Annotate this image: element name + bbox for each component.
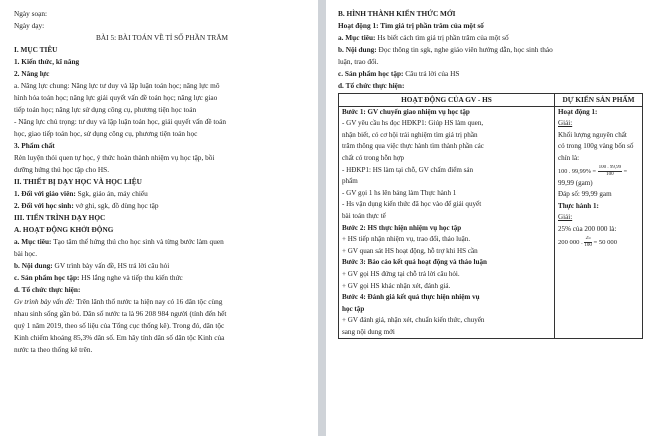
left-line: A. HOẠT ĐỘNG KHỞI ĐỘNG	[14, 225, 114, 234]
aim-line: d. Tổ chức thực hiện:	[338, 81, 405, 90]
left-line: nhau sinh sống gần bó. Dân số nước ta là 96 208 984 người (tính đến hết	[14, 309, 227, 318]
left-line: học, giao tiếp toán học, sử dụng công cụ, phương tiện toán học	[14, 129, 198, 138]
product-line: 25% của 200 000 là:	[558, 224, 617, 233]
left-line: - Năng lực chủ trọng: tư duy và lập luận toán học, giải quyết vấn đề toán	[14, 117, 226, 126]
activity-step-line: học tập	[342, 304, 365, 313]
left-line: II. THIẾT BỊ DẠY HỌC VÀ HỌC LIỆU	[14, 177, 142, 186]
aim-line: luận, trao đổi.	[338, 57, 379, 66]
product-line: Khối lượng nguyên chất	[558, 130, 627, 139]
activity-step-line: Bước 1: GV chuyển giao nhiệm vụ học tập	[342, 107, 470, 116]
activity-step-line: nhận biết, có cơ hội trải nghiệm tìm giá trị phần	[342, 130, 478, 139]
activity-label: Hoạt động 1:	[558, 107, 598, 116]
answer-line: Đáp số: 99,99 gam	[558, 190, 612, 199]
activity-step-line: Bước 3: Báo cáo kết quả hoạt động và thảo luận	[342, 258, 487, 267]
solution-label: Giải:	[558, 119, 573, 128]
teacher-student-cell	[339, 106, 555, 339]
left-line: 2. Đối với học sinh: vở ghi, sgk, đồ dùng học tập	[14, 201, 159, 210]
section-heading: B. HÌNH THÀNH KIẾN THỨC MỚI	[338, 9, 456, 18]
left-line: 1. Kiến thức, kĩ năng	[14, 57, 80, 66]
left-line: I. MỤC TIÊU	[14, 45, 58, 54]
left-line: 3. Phẩm chất	[14, 141, 55, 150]
left-line: d. Tổ chức thực hiện:	[14, 285, 81, 294]
table-header-product: DỰ KIẾN SẢN PHẨM	[555, 94, 643, 107]
left-line: tiếp toán học; năng lực sử dụng công cụ, phương tiện học toán	[14, 105, 197, 114]
left-line: b. Nội dung: GV trình bày vấn đề, HS trả lời câu hỏi	[14, 261, 170, 270]
practice-label: Thực hành 1:	[558, 201, 599, 210]
product-line: có trong 100g vàng bốn số	[558, 142, 634, 151]
left-line: Ngày dạy:	[14, 21, 45, 30]
left-page	[0, 0, 318, 436]
solution-label: Giải:	[558, 213, 573, 222]
left-line: a. Năng lực chung: Năng lực tư duy và lập luận toán học; năng lực mô	[14, 81, 220, 90]
activity-step-line: trăm thông qua việc thực hành tìm thành phần các	[342, 142, 484, 151]
activity-step-line: Bước 2: HS thực hiện nhiệm vụ học tập	[342, 223, 462, 232]
left-line: c. Sản phẩm học tập: HS lắng nghe và tiếp thu kiến thức	[14, 273, 183, 282]
left-line: dưỡng hứng thú học tập cho HS.	[14, 165, 110, 174]
activity-step-line: - HĐKP1: HS làm tại chỗ, GV chấm điểm sản	[342, 165, 474, 174]
left-line: hình hóa toán học; năng lực giải quyết vấn đề toán học; năng lực giao	[14, 93, 218, 102]
activity-step-line: - GV yêu cầu hs đọc HĐKP1: Giúp HS làm quen,	[342, 119, 484, 128]
left-line: Kinh chiếm khoảng 85,3% dân số. Em hãy tính dân số dân tộc Kinh của	[14, 333, 225, 342]
activity-step-line: + HS tiếp nhận nhiệm vụ, trao đổi, thảo luận.	[342, 235, 471, 244]
product-cell	[555, 106, 643, 339]
activity-step-line: sang nội dung mới	[342, 327, 395, 336]
left-line: III. TIẾN TRÌNH DẠY HỌC	[14, 213, 106, 222]
activity-step-line: + GV đánh giá, nhận xét, chuẩn kiến thức, chuyển	[342, 316, 485, 325]
aims-block	[338, 32, 640, 92]
left-line: Ngày soạn:	[14, 9, 48, 18]
left-line: BÀI 5: BÀI TOÁN VỀ TỈ SỐ PHẦN TRĂM	[96, 33, 228, 42]
left-line: bài học.	[14, 249, 38, 258]
activity-step-line: - Hs vận dụng kiến thức đã học vào để giải quyết	[342, 200, 482, 209]
left-line: nước ta theo thống kê trên.	[14, 345, 93, 354]
activity-step-line: + GV gọi HS đứng tại chỗ trả lời câu hỏi.	[342, 269, 460, 278]
activity-step-line: + GV gọi HS khác nhận xét, đánh giá.	[342, 281, 451, 290]
product-line: chín là:	[558, 153, 580, 162]
activity-step-line: chất có trong hỗn hợp	[342, 153, 405, 162]
table-header-teacher: HOẠT ĐỘNG CỦA GV - HS	[339, 94, 555, 107]
activity-table	[338, 93, 643, 339]
left-line: 2. Năng lực	[14, 69, 50, 78]
left-line: Gv trình bày vấn đề: Trên lãnh thổ nước ta hiện nay có 16 dân tộc cùng	[14, 297, 223, 306]
activity-step-line: - GV gọi 1 hs lên bảng làm Thực hành 1	[342, 188, 457, 197]
aim-line: a. Mục tiêu: Hs biết cách tìm giá trị phần trăm của một số	[338, 33, 509, 42]
activity-step-line: + GV quan sát HS hoạt động, hỗ trợ khi HS cần	[342, 246, 478, 255]
aim-line: b. Nội dung: Đọc thông tin sgk, nghe giáo viên hướng dẫn, học sinh thảo	[338, 45, 553, 54]
formula-2: 200 000 . $\frac{25}{100}$ = 50 000	[558, 235, 618, 248]
left-line: a. Mục tiêu: Tạo tâm thế hứng thú cho học sinh và từng bước làm quen	[14, 237, 224, 246]
fraction: $\frac{100 . 99,99}{100}$	[598, 164, 622, 177]
activity-step-line: phẩm	[342, 177, 358, 186]
aim-line: c. Sản phẩm học tập: Câu trả lời của HS	[338, 69, 460, 78]
fraction: $\frac{25}{100}$	[584, 235, 592, 248]
formula-1: 100 . 99,99% = $\frac{100 . 99,99}{100}$ =	[558, 164, 628, 177]
left-line: quý 1 năm 2019, theo số liệu của Tổng cục thống kê). Trong đó, dân tộc	[14, 321, 225, 330]
activity-step-line: Bước 4: Đánh giá kết quả thực hiện nhiệm vụ	[342, 293, 480, 302]
product-line: 99,99 (gam)	[558, 178, 593, 187]
activity-title: Hoạt động 1: Tìm giá trị phần trăm của một số	[338, 21, 484, 30]
left-line: Rèn luyện thói quen tự học, ý thức hoàn thành nhiệm vụ học tập, bồi	[14, 153, 215, 162]
left-line: 1. Đối với giáo viên: Sgk, giáo án, máy chiếu	[14, 189, 148, 198]
right-page	[326, 0, 650, 436]
activity-step-line: bài toán thực tế	[342, 211, 386, 220]
